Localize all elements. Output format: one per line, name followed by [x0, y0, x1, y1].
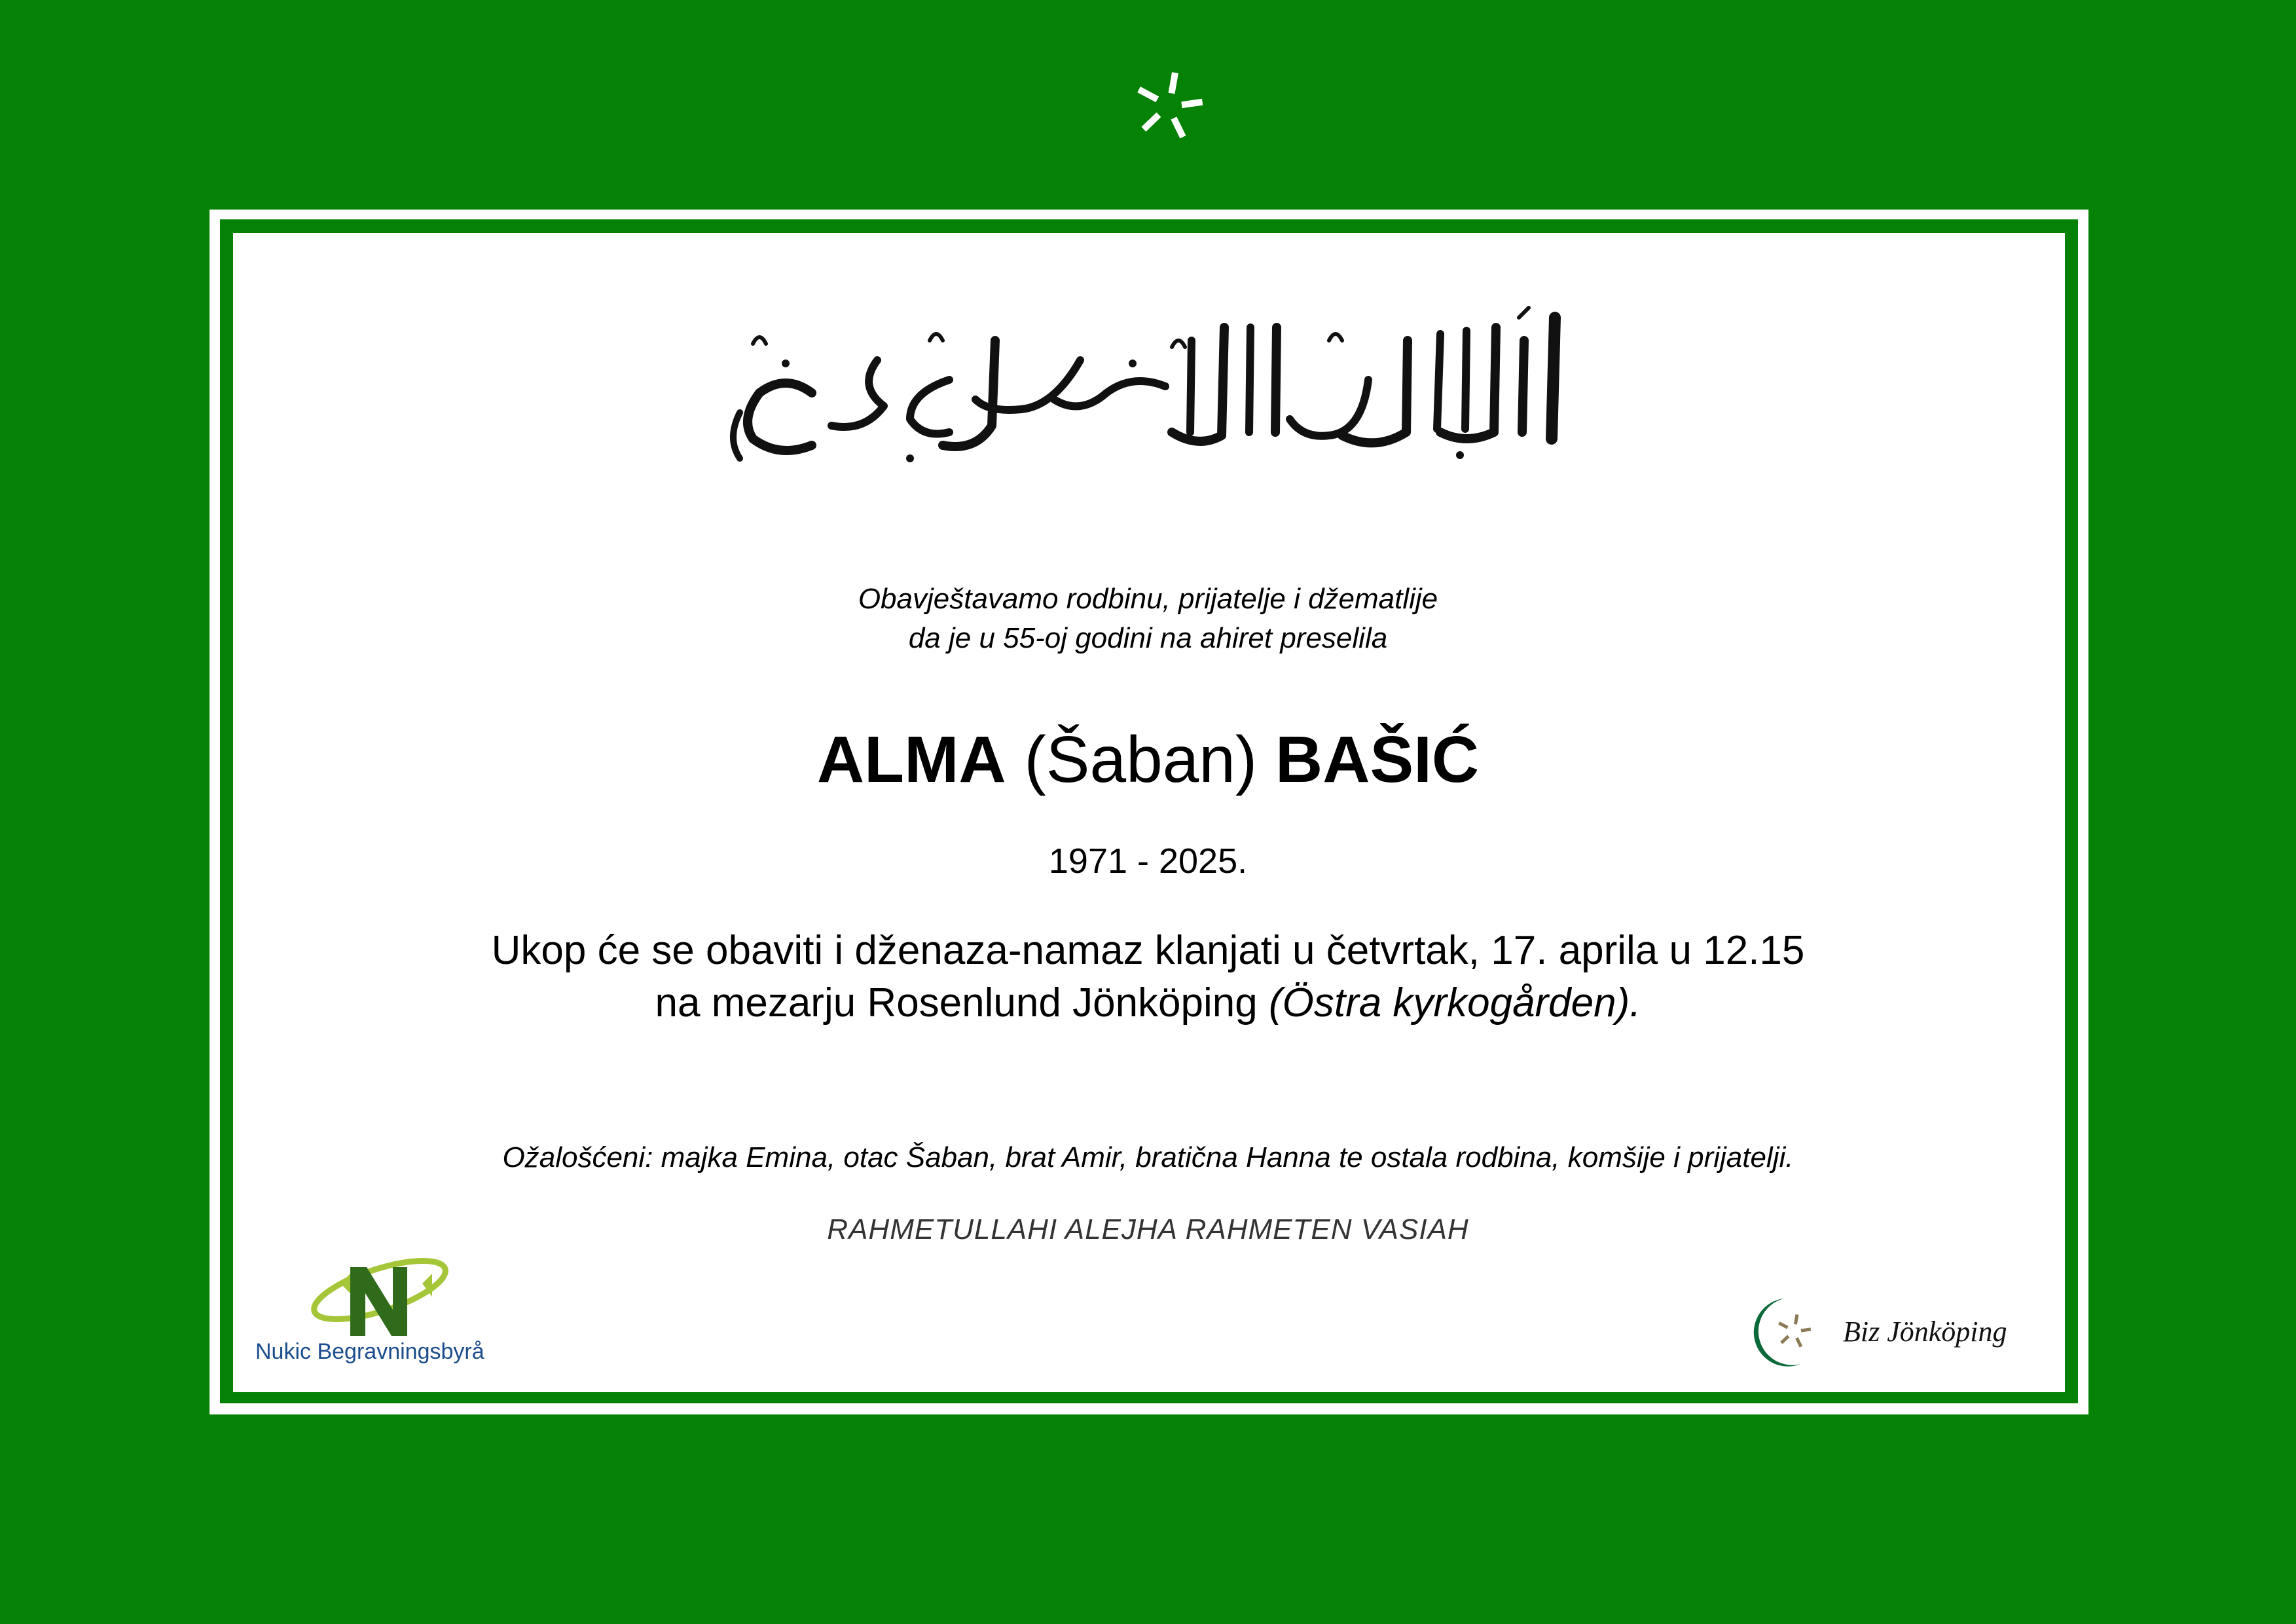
burial-line-1: Ukop će se obaviti i dženaza-namaz klanjati u četvrtak, 17. aprila u 12.15	[491, 928, 1805, 973]
burial-place-prefix: na mezarju Rosenlund Jönköping	[655, 980, 1269, 1025]
life-years: 1971 - 2025.	[1048, 841, 1248, 881]
burial-line-2	[0, 977, 2296, 1029]
intro-line-1: Obavještavamo rodbinu, prijatelje i džematlije	[858, 583, 1438, 615]
intro-text	[0, 580, 2296, 658]
burial-place-name: (Östra kyrkogården).	[1268, 980, 1641, 1025]
deceased-name	[0, 720, 2296, 799]
biz-crescent-icon	[1738, 1293, 1817, 1372]
last-name: BAŠIĆ	[1275, 723, 1480, 796]
crescent-star-icon	[1051, 28, 1214, 191]
arabic-calligraphy	[714, 301, 1578, 485]
funeral-home-name: Nukic Begravningsbyrå	[255, 1339, 484, 1364]
father-name: (Šaban)	[1024, 723, 1258, 796]
first-name: ALMA	[816, 723, 1006, 796]
burial-info	[0, 925, 2296, 1029]
nukic-logo-icon	[301, 1247, 452, 1346]
community-name: Biz Jönköping	[1843, 1316, 2007, 1348]
intro-line-2: da je u 55-oj godini na ahiret preselila	[908, 622, 1388, 654]
prayer-text: RAHMETULLAHI ALEJHA RAHMETEN VASIAH	[827, 1213, 1469, 1246]
mourners-text: Ožalošćeni: majka Emina, otac Šaban, brat Amir, bratična Hanna te ostala rodbina, komšije i prijatelji.	[502, 1141, 1794, 1173]
